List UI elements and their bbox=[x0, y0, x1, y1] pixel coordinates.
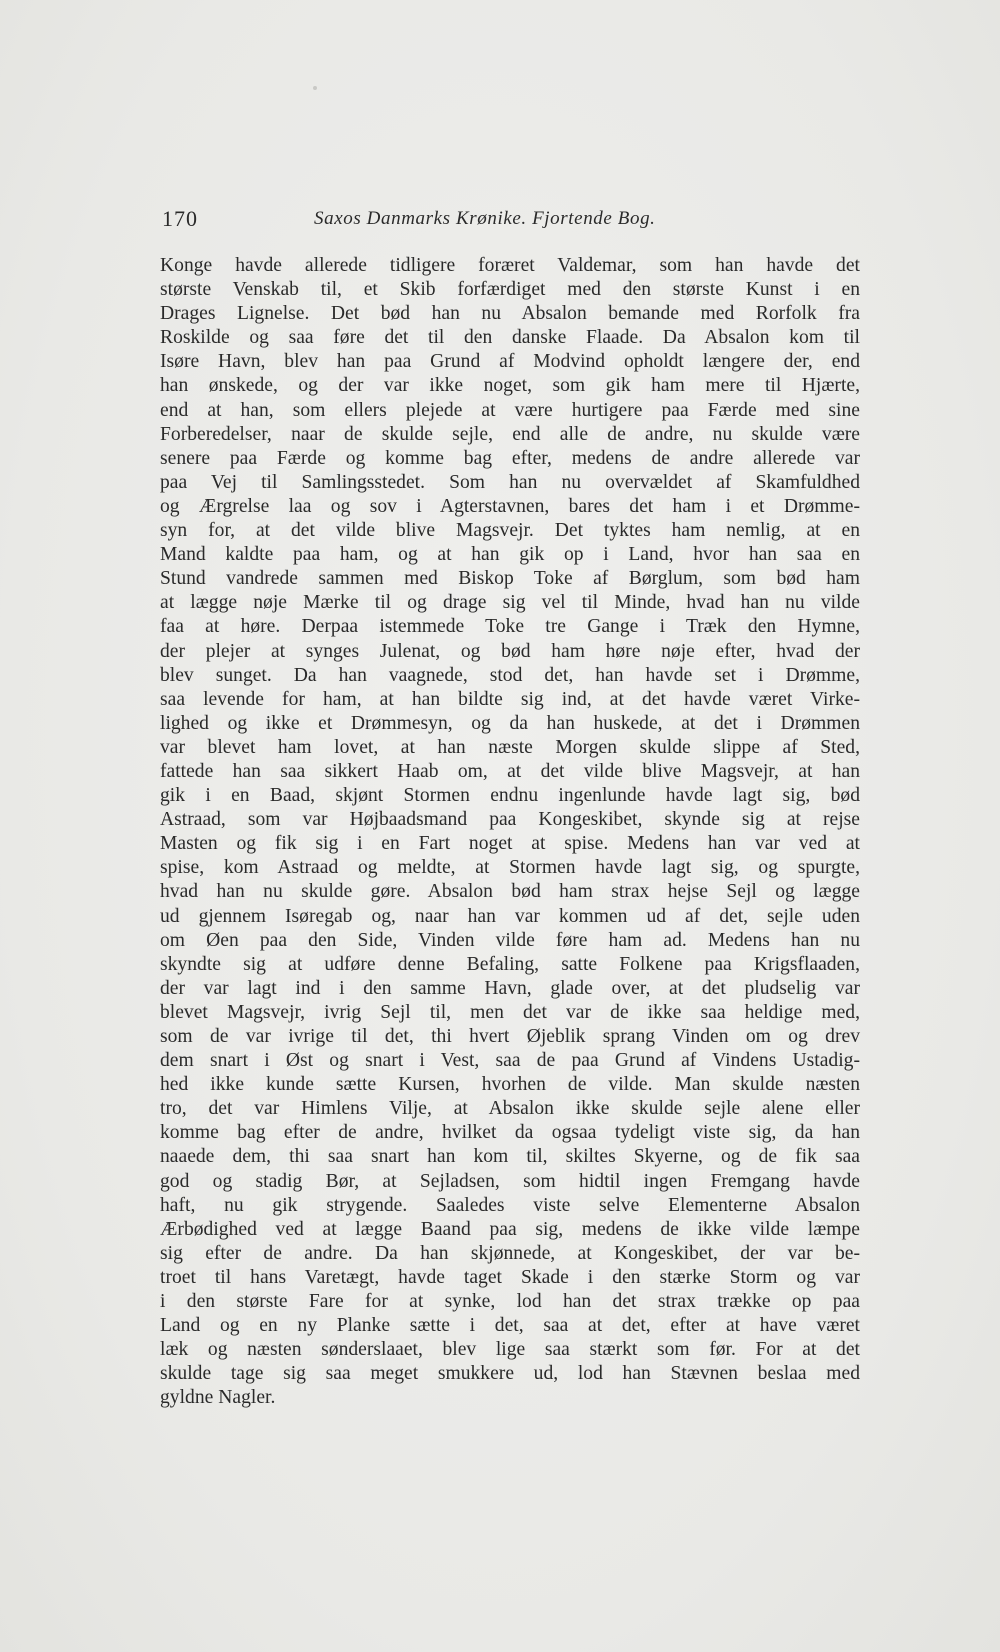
text-line: paa Vej til Samlingsstedet. Som han nu overvældet af Skamfuldhed bbox=[160, 471, 860, 493]
text-line: blev sunget. Da han vaagnede, stod det, han havde set i Drømme, bbox=[160, 664, 860, 686]
text-line: hed ikke kunde sætte Kursen, hvorhen de vilde. Man skulde næsten bbox=[160, 1074, 860, 1096]
text-line: om Øen paa den Side, Vinden vilde føre ham ad. Medens han nu bbox=[160, 929, 860, 951]
page-number: 170 bbox=[162, 206, 198, 231]
text-line: og Ærgrelse laa og sov i Agterstavnen, bares det ham i et Drømme- bbox=[160, 495, 860, 517]
text-line: haft, nu gik strygende. Saaledes viste selve Elementerne Absalon bbox=[160, 1194, 860, 1216]
text-line: var blevet ham lovet, at han næste Morgen skulde slippe af Sted, bbox=[160, 736, 860, 758]
text-line: gyldne Nagler. bbox=[160, 1387, 276, 1409]
text-line: Astraad, som var Højbaadsmand paa Kongeskibet, skynde sig at rejse bbox=[160, 809, 860, 831]
text-line: største Venskab til, et Skib forfærdiget med den største Kunst i en bbox=[160, 279, 860, 301]
text-line: Roskilde og saa føre det til den danske Flaade. Da Absalon kom til bbox=[160, 327, 860, 349]
text-line: Stund vandrede sammen med Biskop Toke af Børglum, som bød ham bbox=[160, 568, 860, 590]
text-line: syn for, at det vilde blive Magsvejr. Det tyktes ham nemlig, at en bbox=[160, 520, 860, 542]
text-line: Masten og fik sig i en Fart noget at spise. Medens han var ved at bbox=[160, 833, 860, 855]
paper-speck bbox=[313, 86, 317, 90]
text-line: Drages Lignelse. Det bød han nu Absalon bemande med Rorfolk fra bbox=[160, 303, 860, 325]
text-line: god og stadig Bør, at Sejladsen, som hidtil ingen Fremgang havde bbox=[160, 1170, 860, 1192]
text-line: Isøre Havn, blev han paa Grund af Modvind opholdt længere der, end bbox=[160, 351, 860, 373]
text-line: faa at høre. Derpaa istemmede Toke tre Gange i Træk den Hymne, bbox=[160, 616, 860, 638]
text-line: som de var ivrige til det, thi hvert Øjeblik sprang Vinden om og drev bbox=[160, 1026, 860, 1047]
text-line: Konge havde allerede tidligere foræret Valdemar, som han havde det bbox=[160, 255, 860, 276]
text-line: Mand kaldte paa ham, og at han gik op i Land, hvor han saa en bbox=[160, 544, 860, 566]
text-line: saa levende for ham, at han bildte sig ind, at det havde været Virke- bbox=[160, 688, 860, 710]
text-line: skyndte sig at udføre denne Befaling, satte Folkene paa Krigsflaaden, bbox=[160, 953, 860, 975]
text-line: tro, det var Himlens Vilje, at Absalon ikke skulde sejle alene eller bbox=[160, 1098, 860, 1120]
text-line: Ærbødighed ved at lægge Baand paa sig, medens de ikke vilde læmpe bbox=[160, 1218, 860, 1240]
text-line: Forberedelser, naar de skulde sejle, end alle de andre, nu skulde være bbox=[160, 423, 860, 445]
text-line: troet til hans Varetægt, havde taget Skade i den stærke Storm og var bbox=[160, 1266, 860, 1288]
text-line: blevet Magsvejr, ivrig Sejl til, men det var de ikke saa heldige med, bbox=[160, 1001, 860, 1023]
text-line: senere paa Færde og komme bag efter, medens de andre allerede var bbox=[160, 447, 860, 469]
text-line: lighed og ikke et Drømmesyn, og da han huskede, at det i Drømmen bbox=[160, 712, 860, 734]
text-line: end at han, som ellers plejede at være hurtigere paa Færde med sine bbox=[160, 399, 860, 421]
text-line: komme bag efter de andre, hvilket da ogsaa tydeligt viste sig, da han bbox=[160, 1122, 860, 1144]
text-line: i den største Fare for at synke, lod han det strax trække op paa bbox=[160, 1291, 860, 1313]
text-line: dem snart i Øst og snart i Vest, saa de paa Grund af Vindens Ustadig- bbox=[160, 1050, 860, 1072]
text-line: naaede dem, thi saa snart han kom til, skiltes Skyerne, og de fik saa bbox=[160, 1146, 860, 1168]
text-line: der var lagt ind i den samme Havn, glade over, at det pludselig var bbox=[160, 977, 860, 999]
running-title: Saxos Danmarks Krønike. Fjortende Bog. bbox=[314, 208, 656, 229]
text-line: hvad han nu skulde gøre. Absalon bød ham strax hejse Sejl og lægge bbox=[160, 881, 860, 903]
text-line: Land og en ny Planke sætte i det, saa at det, efter at have været bbox=[160, 1315, 860, 1337]
text-line: fattede han saa sikkert Haab om, at det vilde blive Magsvejr, at han bbox=[160, 760, 860, 782]
running-header bbox=[162, 206, 722, 236]
body-text bbox=[160, 254, 860, 1411]
text-line: sig efter de andre. Da han skjønnede, at Kongeskibet, der var be- bbox=[160, 1242, 860, 1264]
text-line: at lægge nøje Mærke til og drage sig vel til Minde, hvad han nu vilde bbox=[160, 592, 860, 614]
text-line: der plejer at synges Julenat, og bød ham høre nøje efter, hvad der bbox=[160, 640, 860, 662]
text-line: han ønskede, og der var ikke noget, som gik ham mere til Hjærte, bbox=[160, 375, 860, 397]
text-line: ud gjennem Isøregab og, naar han var kommen ud af det, sejle uden bbox=[160, 905, 860, 927]
text-line: skulde tage sig saa meget smukkere ud, lod han Stævnen beslaa med bbox=[160, 1363, 860, 1385]
text-line: gik i en Baad, skjønt Stormen endnu ingenlunde havde lagt sig, bød bbox=[160, 785, 860, 807]
text-line: læk og næsten sønderslaaet, blev lige saa stærkt som før. For at det bbox=[160, 1339, 860, 1361]
text-line: spise, kom Astraad og meldte, at Stormen havde lagt sig, og spurgte, bbox=[160, 857, 860, 879]
